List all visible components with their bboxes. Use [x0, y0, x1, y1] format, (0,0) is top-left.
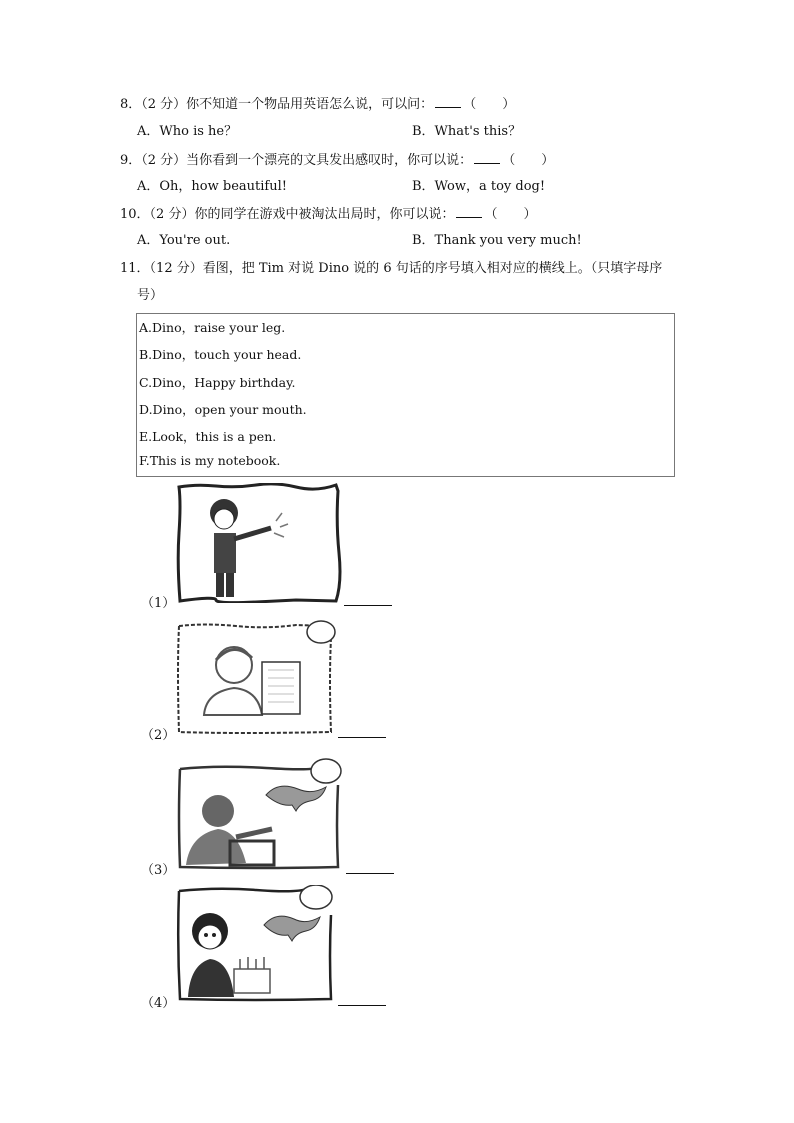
question-8-option-b[interactable]: B．What's this？ [412, 124, 522, 139]
question-9 [120, 151, 554, 170]
question-9-option-b[interactable]: B．Wow，a toy dog! [412, 179, 546, 194]
boy-pointing-icon [176, 483, 342, 603]
boy-pointing-at-dino-icon [176, 755, 344, 871]
question-9-blank[interactable] [474, 151, 500, 164]
question-10 [120, 205, 536, 224]
option-c: C.Dino，Happy birthday. [139, 375, 296, 390]
option-f: F.This is my notebook. [139, 453, 281, 468]
question-9-option-a[interactable]: A．Oh，how beautiful! [137, 179, 287, 194]
question-8 [120, 95, 515, 114]
boy-holding-notebook-icon [176, 620, 338, 736]
question-11-stem-line2: 号） [137, 288, 164, 303]
question-11-stem-line1: 11．（12 分）看图，把 Tim 对说 Dino 说的 6 句话的序号填入相对应的横线上。（只填字母序 [120, 261, 663, 276]
question-10-blank[interactable] [456, 205, 482, 218]
option-d: D.Dino，open your mouth. [139, 402, 307, 417]
answer-blank-4[interactable] [338, 1004, 386, 1006]
question-10-stem: 10．（2 分）你的同学在游戏中被淘汰出局时，你可以说： [120, 207, 455, 222]
question-8-blank[interactable] [435, 95, 461, 108]
question-10-paren: （ ） [484, 207, 537, 222]
question-8-paren: （ ） [463, 97, 516, 112]
answer-blank-2[interactable] [338, 736, 386, 738]
question-9-paren: （ ） [502, 153, 555, 168]
question-10-option-a[interactable]: A．You're out. [137, 233, 231, 248]
picture-1-label: （1） [141, 596, 176, 611]
option-e: E.Look，this is a pen. [139, 429, 277, 444]
options-box [136, 313, 675, 477]
question-10-option-b[interactable]: B．Thank you very much! [412, 233, 582, 248]
option-b: B.Dino，touch your head. [139, 347, 302, 362]
answer-blank-1[interactable] [344, 604, 392, 606]
question-8-option-a[interactable]: A．Who is he？ [137, 124, 238, 139]
question-8-stem: 8．（2 分）你不知道一个物品用英语怎么说，可以问： [120, 97, 434, 112]
picture-4-label: （4） [141, 996, 176, 1011]
answer-blank-3[interactable] [346, 872, 394, 874]
picture-2-label: （2） [141, 728, 176, 743]
picture-3-label: （3） [141, 863, 176, 878]
option-a: A.Dino，raise your leg. [139, 320, 286, 335]
boy-with-cake-and-dino-icon [176, 885, 336, 1003]
question-9-stem: 9．（2 分）当你看到一个漂亮的文具发出感叹时，你可以说： [120, 153, 473, 168]
